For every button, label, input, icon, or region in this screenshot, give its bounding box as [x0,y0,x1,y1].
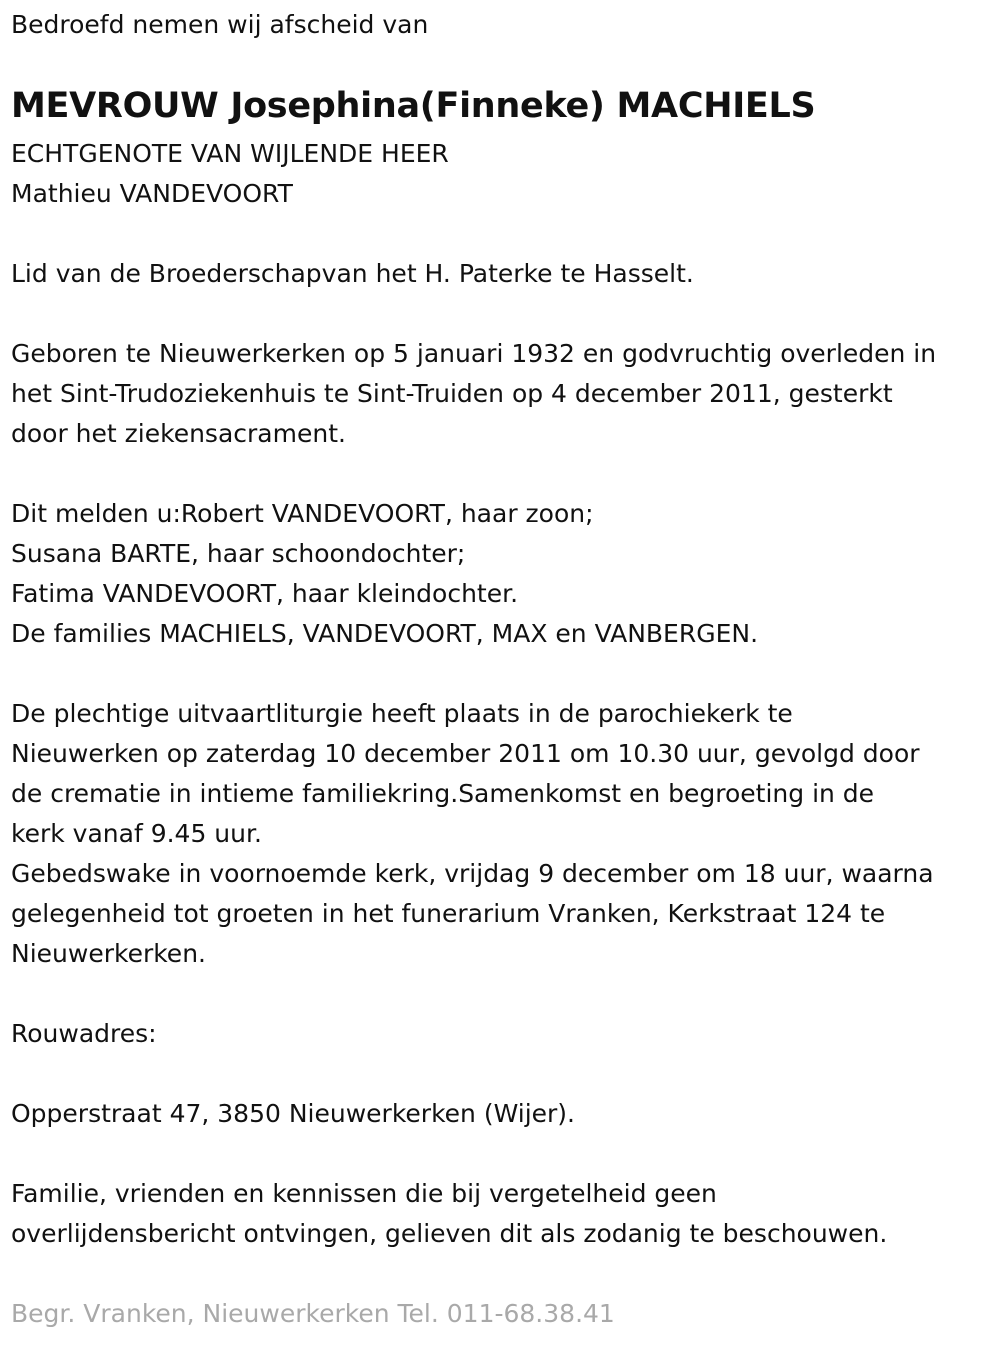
announcer-line: De families MACHIELS, VANDEVOORT, MAX en VANBERGEN. [11,619,759,648]
ceremony-line: Nieuwerkerken. [11,939,206,968]
ceremony-line: gelegenheid tot groeten in het funerarium Vranken, Kerkstraat 124 te [11,899,886,928]
ceremony-line: Gebedswake in voornoemde kerk, vrijdag 9 december om 18 uur, waarna [11,859,934,888]
spouse-title: ECHTGENOTE VAN WIJLENDE HEER [11,139,449,168]
ceremony-line: kerk vanaf 9.45 uur. [11,819,262,848]
ceremony-line: Nieuwerken op zaterdag 10 december 2011 om 10.30 uur, gevolgd door [11,739,920,768]
birth-death-line: door het ziekensacrament. [11,419,346,448]
funeral-home-footer: Begr. Vranken, Nieuwerkerken Tel. 011-68.38.41 [11,1299,615,1328]
spouse-name: Mathieu VANDEVOORT [11,179,293,208]
deceased-name: MEVROUW Josephina(Finneke) MACHIELS [11,86,816,126]
birth-death-line: Geboren te Nieuwerkerken op 5 januari 1932 en godvruchtig overleden in [11,339,937,368]
membership-text: Lid van de Broederschapvan het H. Paterke te Hasselt. [11,259,694,288]
announcer-line: Susana BARTE, haar schoondochter; [11,539,466,568]
announcer-line: Fatima VANDEVOORT, haar kleindochter. [11,579,519,608]
closing-line: overlijdensbericht ontvingen, gelieven dit als zodanig te beschouwen. [11,1219,888,1248]
ceremony-line: De plechtige uitvaartliturgie heeft plaats in de parochiekerk te [11,699,793,728]
announcer-line: Dit melden u:Robert VANDEVOORT, haar zoon; [11,499,594,528]
mourning-address: Opperstraat 47, 3850 Nieuwerkerken (Wijer). [11,1099,576,1128]
birth-death-line: het Sint-Trudoziekenhuis te Sint-Truiden op 4 december 2011, gesterkt [11,379,893,408]
intro-text: Bedroefd nemen wij afscheid van [11,10,429,39]
ceremony-line: de crematie in intieme familiekring.Samenkomst en begroeting in de [11,779,875,808]
closing-line: Familie, vrienden en kennissen die bij vergetelheid geen [11,1179,717,1208]
address-label: Rouwadres: [11,1019,157,1048]
